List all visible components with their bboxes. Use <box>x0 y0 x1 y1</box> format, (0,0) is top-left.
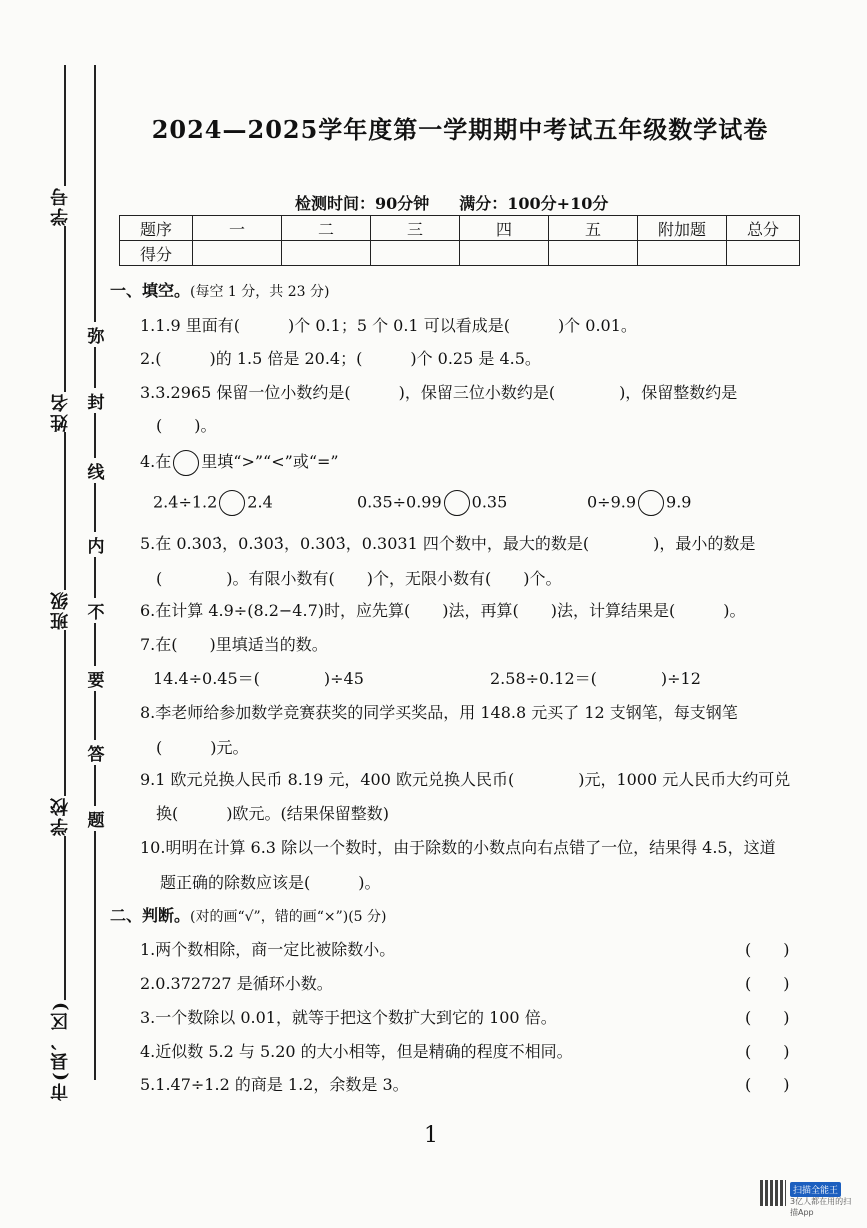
compare-expr: 0.35 <box>471 492 508 512</box>
compare-2 <box>357 490 507 516</box>
scanner-tagline: 3亿人都在用的扫描App <box>790 1197 852 1217</box>
judge-item-2: 2.0.372727 是循环小数。 <box>140 974 333 993</box>
question-2: 2.( )的 1.5 倍是 20.4；( )个 0.25 是 4.5。 <box>140 349 541 368</box>
seal-char-3: 线 <box>85 458 107 483</box>
question-9-cont: 换( )欧元。(结果保留整数) <box>156 804 389 823</box>
judge-answer-1[interactable]: ( ) <box>745 940 790 959</box>
table-cell: 附加题 <box>638 216 727 241</box>
question-4 <box>140 449 339 476</box>
question-1: 1.1.9 里面有( )个 0.1；5 个 0.1 可以看成是( )个 0.01。 <box>140 316 637 335</box>
compare-circle[interactable] <box>638 490 664 516</box>
label-student-id: 学号 <box>48 186 74 226</box>
exam-meta <box>295 191 608 214</box>
seal-char-8: 题 <box>85 806 107 831</box>
score-input-cell[interactable] <box>460 241 549 266</box>
compare-expr: 9.9 <box>666 492 692 512</box>
score-input-cell[interactable] <box>193 241 282 266</box>
binding-line-inner <box>94 65 96 1080</box>
score-input-cell[interactable] <box>282 241 371 266</box>
section-2-heading <box>110 903 387 926</box>
compare-expr: 0÷9.9 <box>587 492 637 512</box>
judge-item-1: 1.两个数相除，商一定比被除数小。 <box>140 940 396 959</box>
exam-title: 2024—2025学年度第一学期期中考试五年级数学试卷 <box>151 115 769 144</box>
question-6: 6.在计算 4.9÷(8.2−4.7)时，应先算( )法，再算( )法，计算结果是( )。 <box>140 601 746 620</box>
section-2-title: 二、判断。 <box>110 906 191 925</box>
score-table <box>119 215 800 266</box>
seal-char-4: 内 <box>85 532 107 557</box>
compare-expr: 2.4 <box>247 492 273 512</box>
exam-full-score: 满分：100分+10分 <box>459 194 609 213</box>
qr-code-icon <box>760 1180 786 1206</box>
question-4-suffix: 里填“>”“<”或“=” <box>201 452 339 471</box>
score-input-cell[interactable] <box>638 241 727 266</box>
table-cell: 总分 <box>727 216 800 241</box>
exam-time: 检测时间：90分钟 <box>295 194 430 213</box>
question-4-prefix: 4.在 <box>140 452 172 471</box>
scanner-badge: 扫描全能王 <box>790 1182 841 1197</box>
question-5: 5.在 0.303̇，0.3̇03̇，0.30̇3̇，0.3031 四个数中，最大的数是( )，最小的数是 <box>140 534 756 553</box>
question-8: 8.李老师给参加数学竞赛获奖的同学买奖品，用 148.8 元买了 12 支钢笔，每支钢笔 <box>140 703 738 722</box>
compare-circle[interactable] <box>444 490 470 516</box>
table-cell: 四 <box>460 216 549 241</box>
section-1-note: (每空 1 分，共 23 分) <box>190 284 330 300</box>
label-city: 市(县、区) <box>48 1000 74 1101</box>
question-3-cont: ( )。 <box>156 416 217 435</box>
judge-answer-4[interactable]: ( ) <box>745 1042 790 1061</box>
score-table-score-row <box>120 241 800 266</box>
section-2-note: (对的画“√”，错的画“×”)(5 分) <box>190 909 387 925</box>
page-number: 1 <box>424 1123 438 1148</box>
compare-1 <box>153 490 273 516</box>
seal-char-7: 答 <box>85 740 107 765</box>
seal-char-2: 封 <box>85 388 107 413</box>
question-7: 7.在( )里填适当的数。 <box>140 635 328 654</box>
seal-char-1: 弥 <box>85 322 107 347</box>
section-1-title: 一、填空。 <box>110 281 191 300</box>
compare-3 <box>587 490 691 516</box>
compare-expr: 2.4÷1.2 <box>153 492 218 512</box>
section-1-heading <box>110 278 329 301</box>
table-cell: 题序 <box>120 216 193 241</box>
label-class: 班级 <box>48 590 74 630</box>
judge-item-5: 5.1.47÷1.2 的商是 1.2，余数是 3。 <box>140 1075 409 1094</box>
score-table-header-row <box>120 216 800 241</box>
judge-item-3: 3.一个数除以 0.01，就等于把这个数扩大到它的 100 倍。 <box>140 1008 557 1027</box>
seal-char-6: 要 <box>85 666 107 691</box>
score-input-cell[interactable] <box>549 241 638 266</box>
score-input-cell[interactable] <box>727 241 800 266</box>
question-3: 3.3.2965 保留一位小数约是( )，保留三位小数约是( )，保留整数约是 <box>140 383 738 402</box>
scanner-watermark <box>760 1180 852 1217</box>
question-8-cont: ( )元。 <box>156 738 249 757</box>
compare-expr: 0.35÷0.99 <box>357 492 442 512</box>
question-7a: 14.4÷0.45＝( )÷45 <box>153 669 364 688</box>
judge-answer-2[interactable]: ( ) <box>745 974 790 993</box>
judge-answer-3[interactable]: ( ) <box>745 1008 790 1027</box>
label-school: 学校 <box>48 796 74 836</box>
score-input-cell[interactable] <box>371 241 460 266</box>
judge-item-4: 4.近似数 5.2 与 5.20 的大小相等，但是精确的程度不相同。 <box>140 1042 573 1061</box>
judge-answer-5[interactable]: ( ) <box>745 1075 790 1094</box>
table-cell: 二 <box>282 216 371 241</box>
table-cell: 一 <box>193 216 282 241</box>
question-9: 9.1 欧元兑换人民币 8.19 元，400 欧元兑换人民币( )元，1000 元人民币大约可兑 <box>140 770 791 789</box>
seal-char-5: 不 <box>85 598 107 623</box>
table-cell: 得分 <box>120 241 193 266</box>
question-10-cont: 题正确的除数应该是( )。 <box>160 873 381 892</box>
label-name: 姓名 <box>48 392 74 432</box>
question-10: 10.明明在计算 6.3 除以一个数时，由于除数的小数点向右点错了一位，结果得 4.5，这道 <box>140 838 776 857</box>
question-7b: 2.58÷0.12＝( )÷12 <box>490 669 701 688</box>
question-5-cont: ( )。有限小数有( )个，无限小数有( )个。 <box>156 569 562 588</box>
table-cell: 五 <box>549 216 638 241</box>
compare-circle[interactable] <box>219 490 245 516</box>
table-cell: 三 <box>371 216 460 241</box>
circle-icon <box>173 450 199 476</box>
